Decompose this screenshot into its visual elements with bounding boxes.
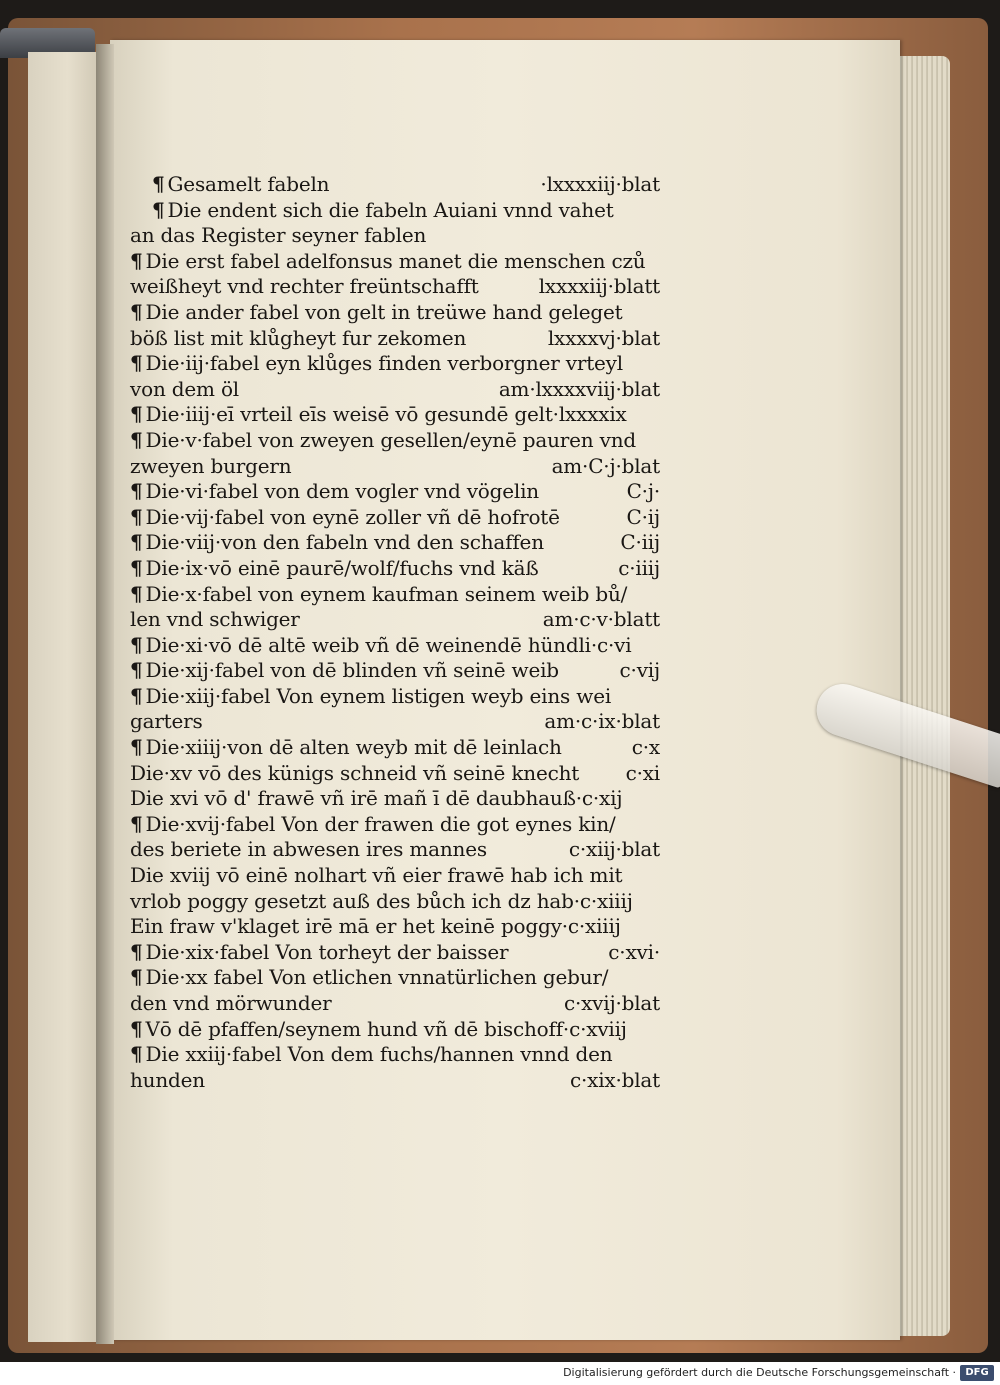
- register-entry-text: von dem öl: [130, 376, 239, 401]
- gutter: [96, 44, 114, 1344]
- pilcrow-icon: ¶: [130, 1042, 143, 1067]
- pilcrow-icon: ¶: [130, 658, 143, 683]
- register-entry-text: Die·xvij·fabel Von der frawen die got eynes kin/: [145, 811, 616, 836]
- pilcrow-icon: ¶: [130, 1016, 143, 1041]
- register-line: [130, 658, 660, 684]
- register-entry-text: Die ander fabel von gelt in treüwe hand geleget: [145, 299, 623, 324]
- folio-reference: C·ij: [626, 504, 660, 529]
- verso-page-edge: [28, 52, 100, 1342]
- register-entry-text: Gesamelt fabeln: [167, 172, 330, 196]
- register-entry-text: Die·xx fabel Von etlichen vnnatürlichen gebur/: [145, 965, 609, 990]
- register-line: [130, 889, 660, 915]
- register-entry-text: Die·x·fabel von eynem kaufman seinem weib bů/: [145, 581, 628, 606]
- folio-reference: c·vij: [619, 658, 660, 683]
- register-line: [130, 274, 660, 300]
- pilcrow-icon: ¶: [130, 555, 143, 580]
- folio-reference: c·xiij·blat: [568, 837, 660, 862]
- pilcrow-icon: ¶: [130, 581, 143, 606]
- folio-reference: lxxxxiij·blatt: [538, 274, 660, 299]
- page-edges: [898, 56, 950, 1336]
- pilcrow-icon: ¶: [130, 402, 143, 427]
- register-line: [130, 530, 660, 556]
- register-line: [130, 633, 660, 659]
- register-line: [130, 735, 660, 761]
- register-entry-text: Die xviij vō einē nolhart vñ eier frawē hab ich mit: [130, 863, 623, 888]
- register-line: [130, 172, 660, 198]
- register-line: [130, 786, 660, 812]
- pilcrow-icon: ¶: [130, 504, 143, 529]
- pilcrow-icon: ¶: [130, 299, 143, 324]
- pilcrow-icon: ¶: [130, 248, 143, 273]
- register-line: [130, 709, 660, 735]
- folio-reference: C·iij: [620, 530, 660, 555]
- register-entry-text: Die·xij·fabel von dē blinden vñ seinē weib: [145, 658, 559, 683]
- register-entry-text: garters: [130, 709, 203, 734]
- register-entry-text: Die xvi vō d' frawē vñ irē mañ ī dē daubhauß·c·xij: [130, 786, 623, 811]
- register-entry-text: zweyen burgern: [130, 453, 292, 478]
- register-line: [130, 249, 660, 275]
- register-line: [130, 351, 660, 377]
- register-line: [130, 377, 660, 403]
- register-line: [130, 965, 660, 991]
- register-line: [130, 402, 660, 428]
- register-line: [130, 837, 660, 863]
- pilcrow-icon: ¶: [130, 479, 143, 504]
- pilcrow-icon: ¶: [130, 683, 143, 708]
- register-line: [130, 505, 660, 531]
- register-line: [130, 428, 660, 454]
- register-entry-text: des beriete in abwesen ires mannes: [130, 837, 487, 862]
- register-entry-text: vrlob poggy gesetzt auß des bůch ich dz hab·c·xiiij: [130, 888, 633, 913]
- register-entry-text: Die·xv vō des künigs schneid vñ seinē knecht: [130, 760, 580, 785]
- register-entry-text: Die·xix·fabel Von torheyt der baisser: [145, 939, 509, 964]
- register-entry-text: den vnd mörwunder: [130, 991, 332, 1015]
- register-entry-text: Die·v·fabel von zweyen gesellen/eynē pauren vnd: [145, 427, 636, 452]
- register-entry-text: Die·vij·fabel von eynē zoller vñ dē hofrotē: [145, 504, 560, 529]
- register-line: [130, 198, 660, 224]
- funding-notice: Digitalisierung gefördert durch die Deutsche Forschungsgemeinschaft ·: [563, 1366, 956, 1379]
- register-entry-text: an das Register seyner fablen: [130, 223, 427, 248]
- folio-reference: c·xix·blat: [569, 1067, 660, 1092]
- register-line: [130, 300, 660, 326]
- register-entry-text: Die·xiiij·von dē alten weyb mit dē leinlach: [145, 735, 562, 760]
- pilcrow-icon: ¶: [152, 197, 165, 222]
- register-line: [130, 1042, 660, 1068]
- pilcrow-icon: ¶: [130, 530, 143, 555]
- register-entry-text: böß list mit klůgheyt fur zekomen: [130, 325, 467, 350]
- register-line: [130, 479, 660, 505]
- register-entry-text: hunden: [130, 1067, 205, 1092]
- register-line: [130, 684, 660, 710]
- register-line: [130, 914, 660, 940]
- folio-reference: ·lxxxxiij·blat: [540, 172, 660, 196]
- register-line: [130, 556, 660, 582]
- register-line: [130, 863, 660, 889]
- folio-reference: am·c·ix·blat: [544, 709, 660, 734]
- register-entry-text: Ein fraw v'klaget irē mā er het keinē poggy·c·xiiij: [130, 914, 621, 939]
- register-line: [130, 812, 660, 838]
- register-entry-text: len vnd schwiger: [130, 607, 300, 632]
- pilcrow-icon: ¶: [130, 427, 143, 452]
- folio-reference: am·lxxxxviij·blat: [498, 376, 660, 401]
- register-entry-text: Vō dē pfaffen/seynem hund vñ dē bischoff·c·xviij: [145, 1016, 627, 1041]
- footer-bar: [0, 1362, 1000, 1385]
- pilcrow-icon: ¶: [130, 735, 143, 760]
- register-entry-text: Die·viij·von den fabeln vnd den schaffen: [145, 530, 544, 555]
- register-entry-text: weißheyt vnd rechter freüntschafft: [130, 274, 479, 299]
- folio-reference: c·xi: [625, 760, 660, 785]
- folio-reference: c·x: [631, 735, 660, 760]
- register-entry-text: Die·xiij·fabel Von eynem listigen weyb eins wei: [145, 683, 612, 708]
- folio-reference: c·xvij·blat: [563, 991, 660, 1015]
- register-line: [130, 940, 660, 966]
- pilcrow-icon: ¶: [152, 172, 165, 196]
- pilcrow-icon: ¶: [130, 632, 143, 657]
- register-entry-text: Die·iij·fabel eyn klůges finden verborgner vrteyl: [145, 351, 623, 376]
- register-line: [130, 326, 660, 352]
- register-line: [130, 223, 660, 249]
- register-line: [130, 1068, 660, 1094]
- folio-reference: am·c·v·blatt: [542, 607, 660, 632]
- pilcrow-icon: ¶: [130, 351, 143, 376]
- register-line: [130, 582, 660, 608]
- pilcrow-icon: ¶: [130, 811, 143, 836]
- register-entry-text: Die xxiij·fabel Von dem fuchs/hannen vnnd den: [145, 1042, 613, 1067]
- register-line: [130, 454, 660, 480]
- register-entry-text: Die·xi·vō dē altē weib vñ dē weinendē hündli·c·vi: [145, 632, 632, 657]
- pilcrow-icon: ¶: [130, 939, 143, 964]
- register-entry-text: Die·ix·vō einē paurē/wolf/fuchs vnd käß: [145, 555, 539, 580]
- register-entry-text: Die endent sich die fabeln Auiani vnnd vahet: [167, 197, 614, 222]
- folio-reference: lxxxxvj·blat: [547, 325, 660, 350]
- register-text-block: [130, 172, 660, 1093]
- folio-reference: c·xvi·: [608, 939, 660, 964]
- folio-reference: am·C·j·blat: [551, 453, 660, 478]
- register-entry-text: Die·iiij·eī vrteil eīs weisē vō gesundē gelt·lxxxxix: [145, 402, 627, 427]
- folio-reference: C·j·: [626, 479, 660, 504]
- register-entry-text: Die erst fabel adelfonsus manet die menschen czů: [145, 248, 646, 273]
- dfg-logo: DFG: [960, 1365, 994, 1381]
- register-line: [130, 991, 660, 1017]
- register-line: [130, 761, 660, 787]
- register-entry-text: Die·vi·fabel von dem vogler vnd vögelin: [145, 479, 539, 504]
- folio-reference: c·iiij: [618, 555, 660, 580]
- pilcrow-icon: ¶: [130, 965, 143, 990]
- register-line: [130, 1017, 660, 1043]
- register-line: [130, 607, 660, 633]
